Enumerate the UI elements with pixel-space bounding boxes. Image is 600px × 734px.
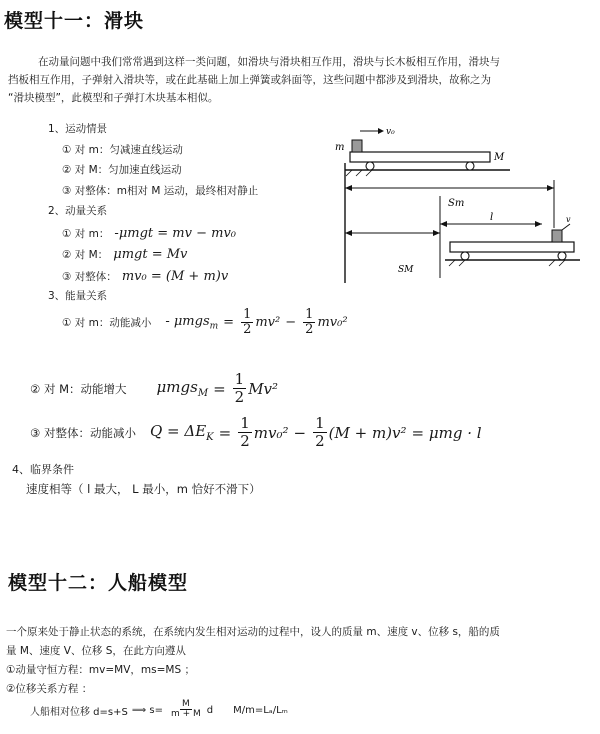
energy-eq-2-lhs: μmgs	[156, 378, 198, 397]
energy-eq-1-label: ① 对 m：动能减小	[62, 316, 152, 329]
label-v: v	[566, 215, 571, 224]
energy-eq-3-term-c: = μmg · l	[411, 423, 482, 442]
energy-eq-3-term-a: mv₀²	[253, 423, 289, 442]
heading-energy: 3、能量关系	[48, 290, 108, 302]
energy-eq-2-term: Mv²	[248, 379, 279, 398]
motion-item-3: ③ 对整体：m相对 M 运动，最终相对静止	[62, 185, 259, 197]
arrow-head-icon	[345, 185, 352, 191]
label-v0: v₀	[386, 127, 395, 137]
wheel-icon	[461, 252, 469, 260]
momentum-eq-3-formula: mv₀ = (M + m)v	[121, 269, 229, 284]
energy-eq-3-term-b: (M + m)v²	[328, 423, 407, 442]
arrow-head-icon	[535, 221, 542, 227]
section2-title: 模型十二：人船模型	[8, 572, 189, 594]
displacement-arrow: ⟹ s=	[131, 704, 163, 716]
displacement-fraction: $\frac{M}{m + M}$	[170, 699, 201, 720]
momentum-eq-1-formula: -μmgt = mv − mv₀	[114, 226, 237, 241]
boat-item-2: ②位移关系方程 ：	[6, 683, 93, 695]
displacement-label: 人船相对位移 d=s+S	[30, 706, 128, 718]
boat-item-1: ①动量守恒方程：mv=MV，ms=MS ；	[6, 664, 195, 676]
critical-text: 速度相等（ l 最大， L 最小，m 恰好不滑下）	[26, 482, 261, 496]
energy-eq-1	[62, 308, 348, 337]
energy-eq-2-frac: $\frac{1}{2}$	[234, 370, 245, 406]
energy-eq-3	[30, 416, 482, 449]
energy-eq-3-equals: =	[218, 423, 232, 442]
heading-motion: 1、运动情景	[48, 123, 108, 135]
energy-eq-1-minus: −	[285, 314, 297, 330]
energy-eq-3-lhs-sub: K	[206, 432, 214, 444]
momentum-eq-2	[62, 243, 187, 262]
intro-line-3: “滑块模型”，此模型和子弹打木块基本相似。	[8, 92, 219, 104]
energy-eq-2-lhs-sub: M	[197, 388, 209, 400]
intro-line-1: 在动量问题中我们常常遇到这样一类问题，如滑块与滑块相互作用，滑块与长木板相互作用，滑块与	[38, 56, 500, 68]
displacement-ratio: M/m=Lₐ/Lₘ	[233, 704, 288, 716]
energy-eq-2	[30, 372, 278, 405]
energy-eq-3-label: ③ 对整体：动能减小	[30, 425, 136, 440]
wheel-icon	[558, 252, 566, 260]
heading-critical: 4、临界条件	[12, 463, 74, 476]
momentum-eq-2-formula: μmgt = Mv	[113, 247, 188, 262]
momentum-eq-3-label: ③ 对整体：	[62, 271, 117, 283]
energy-eq-3-minus: −	[293, 423, 307, 442]
energy-eq-3-lhs: Q = ΔE	[149, 422, 207, 441]
energy-eq-3-frac-a: $\frac{1}{2}$	[240, 414, 250, 450]
small-block-upper	[352, 140, 362, 152]
section1-title: 模型十一：滑块	[4, 10, 145, 32]
label-Sm: Sm	[448, 198, 465, 209]
intro-line-2: 挡板相互作用，子弹射入滑块等，或在此基础上加上弹簧或斜面等，这些问题中都涉及到滑块，故称之为	[8, 74, 491, 86]
arrow-head-icon	[440, 221, 447, 227]
arrow-head-icon	[433, 230, 440, 236]
momentum-eq-2-label: ② 对 M：	[62, 249, 109, 261]
motion-item-2: ② 对 M：匀加速直线运动	[62, 164, 182, 176]
ground-hatch-lower	[449, 260, 565, 266]
label-m: m	[335, 142, 345, 153]
velocity-arrow-lower	[562, 224, 570, 230]
boat-line-1: 一个原来处于静止状态的系统，在系统内发生相对运动的过程中，设人的质量 m、速度 v、位移 s，船的质	[6, 626, 500, 638]
motion-item-1: ① 对 m：匀减速直线运动	[62, 144, 183, 156]
heading-momentum: 2、动量关系	[48, 205, 108, 217]
energy-eq-3-frac-b: $\frac{1}{2}$	[315, 414, 325, 450]
label-l: l	[490, 212, 494, 223]
label-M: M	[494, 152, 505, 163]
board-lower	[450, 242, 574, 252]
energy-eq-2-label: ② 对 M：动能增大	[30, 381, 127, 396]
small-block-lower	[552, 230, 562, 242]
momentum-eq-1	[62, 222, 236, 241]
displacement-d: d	[206, 704, 214, 716]
energy-eq-1-term-a: mv²	[255, 314, 281, 330]
boat-line-2: 量 M、速度 V、位移 S，在此方向遵从	[6, 645, 186, 657]
energy-eq-1-lhs-sub: m	[209, 321, 219, 332]
wheel-icon	[466, 162, 474, 170]
momentum-eq-1-label: ① 对 m：	[62, 228, 110, 240]
arrow-head-icon	[378, 128, 384, 134]
energy-eq-1-frac-b: $\frac{1}{2}$	[305, 307, 314, 337]
momentum-eq-3	[62, 265, 228, 284]
energy-eq-1-frac-a: $\frac{1}{2}$	[243, 307, 252, 337]
energy-eq-1-lhs: - μmgs	[165, 313, 210, 329]
displacement-formula	[30, 700, 288, 720]
energy-eq-1-equals: =	[223, 314, 235, 330]
wheel-icon	[366, 162, 374, 170]
board-upper	[350, 152, 490, 162]
energy-eq-1-term-b: mv₀²	[317, 314, 348, 330]
energy-eq-2-equals: =	[213, 379, 226, 398]
arrow-head-icon	[345, 230, 352, 236]
arrow-head-icon	[547, 185, 554, 191]
label-SM: SM	[398, 265, 414, 275]
ground-hatch-upper	[346, 170, 372, 176]
slider-diagram	[330, 118, 592, 290]
